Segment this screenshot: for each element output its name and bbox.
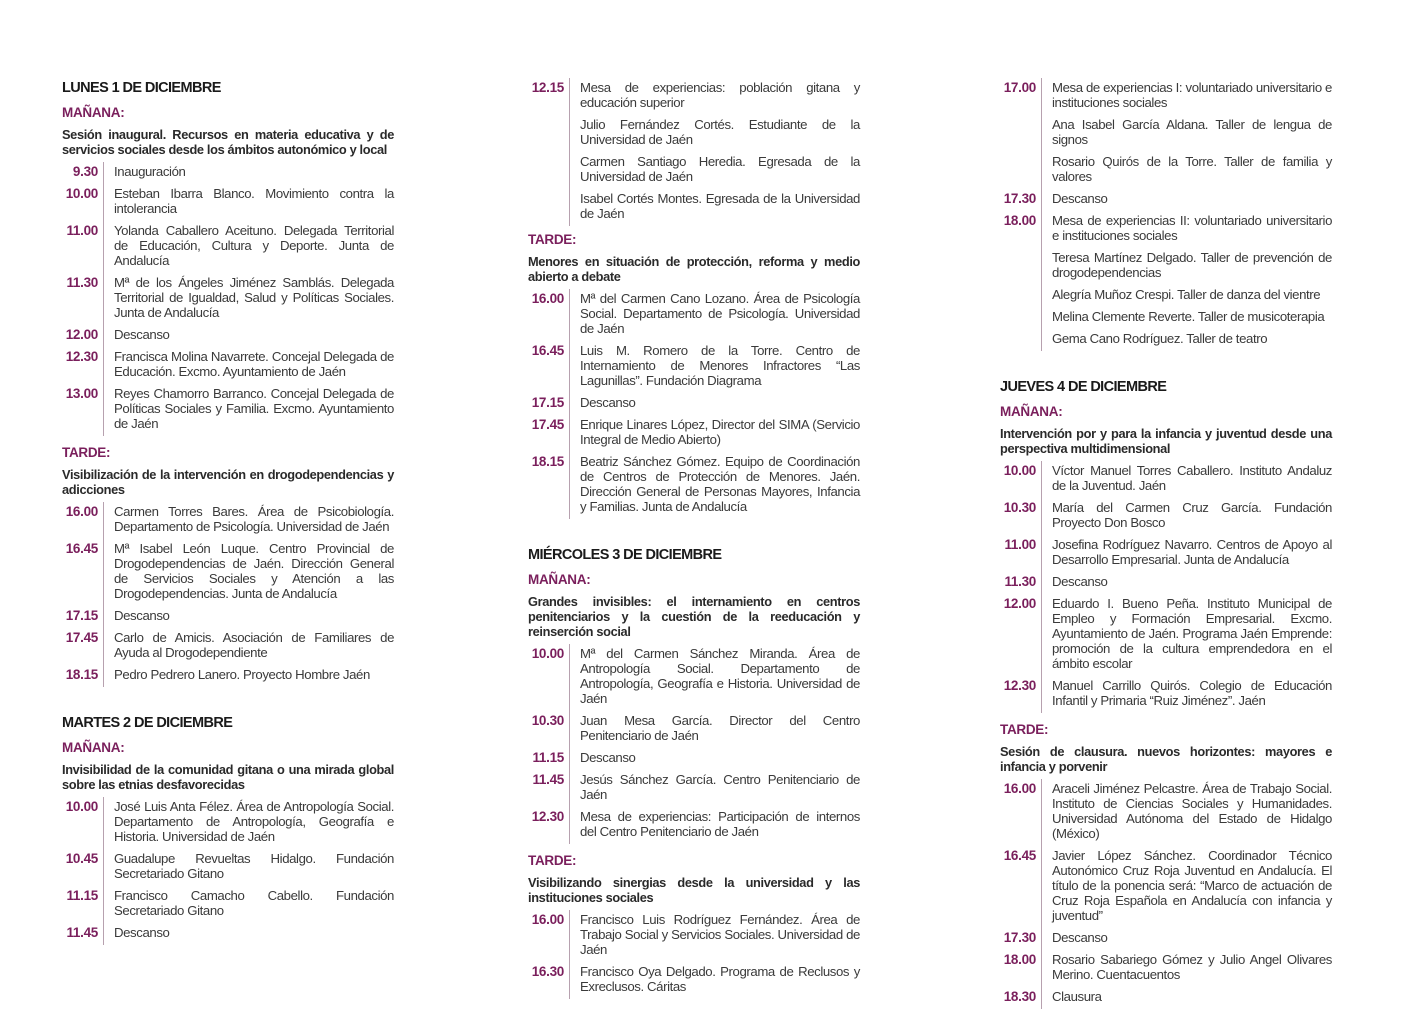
schedule-item [528,910,860,962]
session-title: Menores en situación de protección, reforma y medio abierto a debate [528,254,860,284]
item-time: 11.00 [66,223,98,238]
session-title: Intervención por y para la infancia y juventud desde una perspectiva multidimensional [1000,426,1332,456]
schedule-item [1000,152,1332,189]
item-description: Isabel Cortés Montes. Egresada de la Universidad de Jaén [580,191,860,221]
schedule-list [62,162,394,436]
schedule-item [528,78,860,115]
session-title: Sesión de clausura. nuevos horizontes: mayores e infancia y porvenir [1000,744,1332,774]
item-description: Pedro Pedrero Lanero. Proyecto Hombre Jaén [114,667,370,682]
item-divider [1041,285,1042,307]
item-divider [1041,779,1042,846]
item-divider [569,289,570,341]
item-divider [569,962,570,999]
item-description: Mª Isabel León Luque. Centro Provincial de Drogodependencias de Jaén. Dirección General de Servicios Sociales y Atención a las Drogodependencias. Junta de Andalucía [114,541,394,601]
item-time: 11.00 [1004,537,1036,552]
schedule-item [62,347,394,384]
item-time: 17.30 [1003,930,1036,945]
item-description: Descanso [580,750,636,765]
session-title: Visibilización de la intervención en drogodependencias y adicciones [62,467,394,497]
schedule-item [62,886,394,923]
schedule-item [528,452,860,519]
item-description: Jesús Sánchez García. Centro Penitenciario de Jaén [580,772,860,802]
day-heading: MIÉRCOLES 3 DE DICIEMBRE [528,547,722,563]
item-description: Gema Cano Rodríguez. Taller de teatro [1052,331,1268,346]
item-divider [569,78,570,115]
item-time: 16.45 [65,541,98,556]
item-time [1000,285,1036,307]
schedule-item [528,711,860,748]
period-label: TARDE: [1000,722,1049,737]
schedule-item [1000,676,1332,713]
item-divider [569,115,570,152]
item-time: 17.45 [65,630,98,645]
item-description: Descanso [1052,191,1108,206]
item-divider [1041,535,1042,572]
schedule-item [62,325,394,347]
item-time: 10.30 [1003,500,1036,515]
item-description: Reyes Chamorro Barranco. Concejal Delegada de Políticas Sociales y Familia. Excmo. Ayuntamiento de Jaén [114,386,394,431]
item-divider [1041,594,1042,676]
item-divider [1041,498,1042,535]
item-time: 17.15 [531,395,564,410]
item-time: 16.00 [531,291,564,306]
item-description: Juan Mesa García. Director del Centro Penitenciario de Jaén [580,713,860,743]
item-description: Alegría Muñoz Crespi. Taller de danza del vientre [1052,287,1321,302]
schedule-item [62,849,394,886]
item-time: 17.45 [531,417,564,432]
day-block [1000,379,1332,1009]
schedule-list [1000,78,1332,351]
item-time: 12.30 [65,349,98,364]
item-description: Mª de los Ángeles Jiménez Samblás. Delegada Territorial de Igualdad, Salud y Políticas Sociales. Junta de Andalucía [114,275,394,320]
item-time: 12.30 [531,809,564,824]
day-block [528,78,860,519]
item-time: 10.00 [1003,463,1036,478]
schedule-item [1000,307,1332,329]
schedule-item [62,221,394,273]
schedule-item [1000,248,1332,285]
item-time: 18.15 [531,454,564,469]
item-description: Mesa de experiencias II: voluntariado universitario e instituciones sociales [1052,213,1332,243]
day-block [62,80,394,687]
item-description: Descanso [114,925,170,940]
item-description: Mesa de experiencias: población gitana y educación superior [580,80,860,110]
item-divider [1041,189,1042,211]
item-time: 17.15 [65,608,98,623]
item-divider [569,393,570,415]
item-divider [103,606,104,628]
schedule-item [1000,846,1332,928]
item-time: 10.00 [65,799,98,814]
item-divider [569,152,570,189]
item-description: Francisca Molina Navarrete. Concejal Delegada de Educación. Excmo. Ayuntamiento de Jaén [114,349,394,379]
item-description: Carmen Torres Bares. Área de Psicobiología. Departamento de Psicología. Universidad de Jaén [114,504,394,534]
item-time [1000,307,1036,329]
item-divider [103,849,104,886]
period-label: TARDE: [62,445,111,460]
schedule-list [1000,461,1332,713]
schedule-item [1000,950,1332,987]
item-description: Víctor Manuel Torres Caballero. Instituto Andaluz de la Juventud. Jaén [1052,463,1332,493]
item-time [1000,248,1036,285]
schedule-item [1000,594,1332,676]
item-description: Clausura [1052,989,1102,1004]
item-time: 11.45 [532,772,564,787]
item-description: Araceli Jiménez Pelcastre. Área de Trabajo Social. Instituto de Ciencias Sociales y Humanidades. Universidad Autónoma del Estado de Hidalgo (México) [1052,781,1332,841]
item-time: 12.15 [531,80,564,95]
schedule-list [528,78,860,226]
item-description: Enrique Linares López, Director del SIMA (Servicio Integral de Medio Abierto) [580,417,860,447]
session-title: Invisibilidad de la comunidad gitana o una mirada global sobre las etnias desfavorecidas [62,762,394,792]
item-divider [103,923,104,945]
item-description: Julio Fernández Cortés. Estudiante de la Universidad de Jaén [580,117,860,147]
schedule-item [62,628,394,665]
item-description: Descanso [1052,930,1108,945]
period-label: MAÑANA: [1000,404,1063,419]
session-title: Sesión inaugural. Recursos en materia educativa y de servicios sociales desde los ámbitos autonómico y local [62,127,394,157]
item-divider [1041,572,1042,594]
item-time: 16.00 [531,912,564,927]
schedule-item [1000,285,1332,307]
schedule-item [528,189,860,226]
item-divider [103,325,104,347]
item-time: 17.00 [1003,80,1036,95]
schedule-item [528,748,860,770]
schedule-item [1000,535,1332,572]
day-heading: LUNES 1 DE DICIEMBRE [62,80,221,96]
item-time: 10.45 [65,851,98,866]
item-divider [1041,676,1042,713]
schedule-item [528,152,860,189]
item-time: 11.30 [1004,574,1036,589]
item-time: 18.30 [1003,989,1036,1004]
schedule-item [1000,572,1332,594]
item-time: 12.00 [1003,596,1036,611]
item-description: Descanso [114,327,170,342]
item-description: Josefina Rodríguez Navarro. Centros de Apoyo al Desarrollo Empresarial. Junta de Andalucía [1052,537,1332,567]
item-divider [1041,461,1042,498]
day-heading: MARTES 2 DE DICIEMBRE [62,715,233,731]
item-time: 13.00 [65,386,98,401]
item-divider [1041,248,1042,285]
schedule-item [1000,211,1332,248]
item-divider [569,189,570,226]
item-description: José Luis Anta Félez. Área de Antropología Social. Departamento de Antropología, Geografía e Historia. Universidad de Jaén [114,799,394,844]
item-divider [1041,987,1042,1009]
item-description: Manuel Carrillo Quirós. Colegio de Educación Infantil y Primaria “Ruiz Jiménez”. Jaén [1052,678,1332,708]
item-divider [103,273,104,325]
schedule-item [528,115,860,152]
day-block [62,715,394,945]
session-title: Visibilizando sinergias desde la universidad y las instituciones sociales [528,875,860,905]
item-divider [103,162,104,184]
item-divider [569,711,570,748]
item-divider [569,748,570,770]
schedule-item [528,341,860,393]
item-divider [569,770,570,807]
schedule-item [62,606,394,628]
item-divider [103,539,104,606]
period-label: MAÑANA: [62,105,125,120]
schedule-list [528,910,860,999]
schedule-item [1000,987,1332,1009]
item-description: Mª del Carmen Sánchez Miranda. Área de Antropología Social. Departamento de Antropología, Geografía e Historia. Universidad de Jaén [580,646,860,706]
item-description: Mª del Carmen Cano Lozano. Área de Psicología Social. Departamento de Psicología. Universidad de Jaén [580,291,860,336]
item-time: 10.00 [531,646,564,661]
item-description: Descanso [580,395,636,410]
schedule-item [528,415,860,452]
item-time: 11.15 [66,888,98,903]
item-divider [1041,307,1042,329]
item-time: 9.30 [72,164,98,179]
schedule-item [62,923,394,945]
schedule-item [528,962,860,999]
item-divider [103,384,104,436]
schedule-list [528,644,860,844]
item-divider [1041,329,1042,351]
item-divider [1041,950,1042,987]
item-time: 16.00 [1003,781,1036,796]
schedule-item [1000,78,1332,115]
period-label: MAÑANA: [528,572,591,587]
item-time: 11.15 [532,750,564,765]
schedule-list [62,797,394,945]
schedule-item [1000,779,1332,846]
item-divider [569,452,570,519]
item-divider [1041,211,1042,248]
item-description: Esteban Ibarra Blanco. Movimiento contra la intolerancia [114,186,394,216]
schedule-item [62,384,394,436]
item-time: 10.30 [531,713,564,728]
program-column-2 [528,78,860,999]
item-description: Javier López Sánchez. Coordinador Técnico Autonómico Cruz Roja Juventud en Andalucía. El título de la ponencia será: “Marco de actuación de Cruz Roja Española en Andalucía con infancia y juventud” [1052,848,1332,923]
day-block [528,547,860,999]
schedule-item [528,644,860,711]
item-time [528,189,564,226]
schedule-item [62,797,394,849]
item-time [528,115,564,152]
schedule-list [62,502,394,687]
item-description: Luis M. Romero de la Torre. Centro de Internamiento de Menores Infractores “Las Lagunillas”. Fundación Diagrama [580,343,860,388]
item-description: Mesa de experiencias: Participación de internos del Centro Penitenciario de Jaén [580,809,860,839]
item-time: 11.45 [66,925,98,940]
item-description: Beatriz Sánchez Gómez. Equipo de Coordinación de Centros de Protección de Menores. Jaén. Dirección General de Personas Mayores, Infancia y Familias. Junta de Andalucía [580,454,860,514]
item-divider [103,797,104,849]
item-description: María del Carmen Cruz García. Fundación Proyecto Don Bosco [1052,500,1332,530]
item-description: Melina Clemente Reverte. Taller de musicoterapia [1052,309,1325,324]
item-divider [103,347,104,384]
session-title: Grandes invisibles: el internamiento en centros penitenciarios y la cuestión de la reeducación y reinserción social [528,594,860,639]
period-label: TARDE: [528,853,577,868]
item-description: Rosario Quirós de la Torre. Taller de familia y valores [1052,154,1332,184]
item-description: Guadalupe Revueltas Hidalgo. Fundación Secretariado Gitano [114,851,394,881]
item-divider [1041,152,1042,189]
item-description: Francisco Camacho Cabello. Fundación Secretariado Gitano [114,888,394,918]
program-column-3 [1000,78,1332,1009]
item-description: Carmen Santiago Heredia. Egresada de la Universidad de Jaén [580,154,860,184]
schedule-item [1000,928,1332,950]
schedule-item [1000,498,1332,535]
item-divider [103,628,104,665]
schedule-item [1000,115,1332,152]
item-time [1000,152,1036,189]
item-divider [103,502,104,539]
period-label: TARDE: [528,232,577,247]
schedule-list [528,289,860,519]
item-divider [1041,928,1042,950]
period-label: MAÑANA: [62,740,125,755]
program-column-1 [62,78,394,945]
item-time: 16.45 [531,343,564,358]
schedule-item [528,770,860,807]
item-divider [1041,78,1042,115]
day-block [1000,78,1332,351]
item-description: Teresa Martínez Delgado. Taller de prevención de drogodependencias [1052,250,1332,280]
schedule-list [1000,779,1332,1009]
item-time: 11.30 [66,275,98,290]
schedule-item [528,289,860,341]
item-description: Rosario Sabariego Gómez y Julio Angel Olivares Merino. Cuentacuentos [1052,952,1332,982]
schedule-item [528,807,860,844]
item-description: Descanso [114,608,170,623]
item-time: 17.30 [1003,191,1036,206]
schedule-item [1000,329,1332,351]
item-divider [569,415,570,452]
item-description: Yolanda Caballero Aceituno. Delegada Territorial de Educación, Cultura y Deporte. Junta de Andalucía [114,223,394,268]
item-time: 10.00 [65,186,98,201]
item-description: Ana Isabel García Aldana. Taller de lengua de signos [1052,117,1332,147]
item-divider [569,341,570,393]
item-time: 12.00 [65,327,98,342]
schedule-item [1000,461,1332,498]
schedule-item [1000,189,1332,211]
item-divider [103,665,104,687]
item-time: 18.00 [1003,213,1036,228]
item-divider [1041,115,1042,152]
schedule-item [528,393,860,415]
schedule-item [62,665,394,687]
item-time: 16.45 [1003,848,1036,863]
item-time [1000,329,1036,351]
item-divider [569,644,570,711]
item-time [1000,115,1036,152]
schedule-item [62,162,394,184]
item-divider [569,910,570,962]
item-time: 16.30 [531,964,564,979]
item-time: 16.00 [65,504,98,519]
item-time: 12.30 [1003,678,1036,693]
item-description: Inauguración [114,164,186,179]
item-description: Eduardo I. Bueno Peña. Instituto Municipal de Empleo y Formación Empresarial. Excmo. Ayuntamiento de Jaén. Programa Jaén Emprende: promoción de la cultura emprendedora en el ámbito escolar [1052,596,1332,671]
item-description: Descanso [1052,574,1108,589]
item-divider [103,221,104,273]
schedule-item [62,273,394,325]
item-time: 18.15 [65,667,98,682]
schedule-item [62,184,394,221]
schedule-item [62,539,394,606]
item-description: Mesa de experiencias I: voluntariado universitario e instituciones sociales [1052,80,1332,110]
item-divider [569,807,570,844]
item-description: Francisco Luis Rodríguez Fernández. Área de Trabajo Social y Servicios Sociales. Universidad de Jaén [580,912,860,957]
item-description: Carlo de Amicis. Asociación de Familiares de Ayuda al Drogodependiente [114,630,394,660]
item-divider [103,184,104,221]
item-divider [103,886,104,923]
schedule-item [62,502,394,539]
item-description: Francisco Oya Delgado. Programa de Reclusos y Exreclusos. Cáritas [580,964,860,994]
day-heading: JUEVES 4 DE DICIEMBRE [1000,379,1167,395]
item-time [528,152,564,189]
item-time: 18.00 [1003,952,1036,967]
item-divider [1041,846,1042,928]
